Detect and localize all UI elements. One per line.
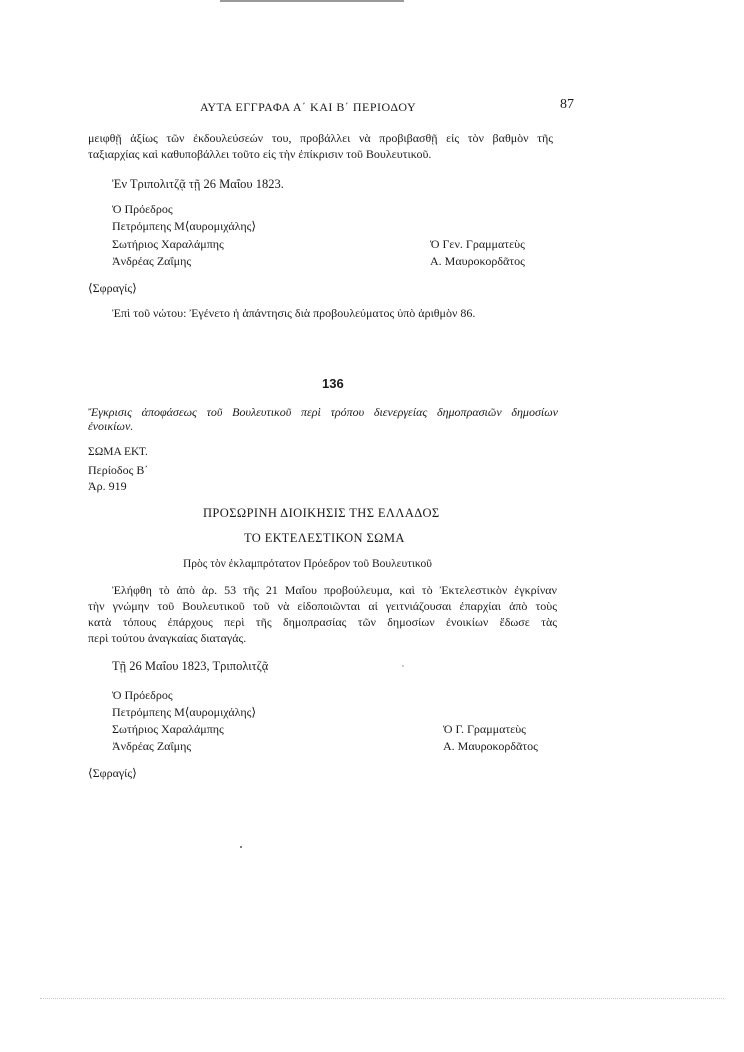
doc-member-2: Ἀνδρέας Ζαΐμης (112, 739, 192, 753)
prev-secretary-title: Ὁ Γεν. Γραμματεὺς (430, 237, 525, 251)
continuation-line-2: ταξιαρχίας καὶ καθυποβάλλει τοῦτο εἰς τὴν ἐπίκρισιν τοῦ Βουλευτικοῦ. (88, 147, 432, 161)
doc-president-name: Πετρόμπεης Μ⟨αυρομιχάλης⟩ (112, 705, 257, 719)
speck-mark (240, 846, 242, 848)
doc-addressee: Πρὸς τὸν ἐκλαμπρότατον Πρόεδρον τοῦ Βουλευτικοῦ (183, 558, 432, 570)
doc-seal: ⟨Σφραγίς⟩ (88, 766, 137, 780)
doc-date-place: Τῇ 26 Μαΐου 1823, Τριπολιτζᾷ (112, 659, 269, 673)
scan-artifact-top-mark (396, 0, 404, 2)
document-number: 136 (322, 376, 344, 391)
prev-president-title: Ὁ Πρόεδρος (112, 202, 173, 216)
doc-secretary-name: Α. Μαυροκορδᾶτος (443, 739, 538, 753)
doc-body-line-4: περὶ τούτου ἀναγκαίας διαταγάς. (88, 631, 247, 645)
prev-place-date: Ἐν Τριπολιτζᾷ τῇ 26 Μαΐου 1823. (112, 177, 284, 191)
prev-secretary-name: Α. Μαυροκορδᾶτος (430, 254, 525, 268)
continuation-line-1: μειφθῇ ἀξίως τῶν ἐκδουλεύσεών του, προβάλλει νὰ προβιβασθῇ εἰς τὸν βαθμὸν τῆς (88, 131, 553, 145)
doc-summary-line-2: ἐνοικίων. (88, 419, 134, 433)
doc-secretary-title: Ὁ Γ. Γραμματεὺς (443, 722, 526, 736)
doc-body-line-1: Ἐλήφθη τὸ ἀπὸ ἀρ. 53 τῆς 21 Μαΐου προβούλευμα, καὶ τὸ Ἐκτελεστικὸν ἐγκρίναν (112, 583, 557, 597)
archive-ref-line-3: Ἀρ. 919 (88, 479, 127, 493)
doc-summary-line-1: Ἔγκρισις ἀποφάσεως τοῦ Βουλευτικοῦ περὶ τρόπου διενεργείας δημοπρασιῶν δημοσίων (88, 405, 558, 419)
doc-body-line-2: τὴν γνώμην τοῦ Βουλευτικοῦ τοῦ νὰ εἰδοποιῶνται αἱ γειτνιάζουσαι ἐπαρχίαι ἀπὸ τοὺς (88, 599, 557, 613)
prev-member-2: Ἀνδρέας Ζαΐμης (112, 254, 192, 268)
doc-member-1: Σωτήριος Χαραλάμπης (112, 722, 224, 736)
doc-heading-1: ΠΡΟΣΩΡΙΝΗ ΔΙΟΙΚΗΣΙΣ ΤΗΣ ΕΛΛΑΔΟΣ (203, 506, 440, 520)
archive-ref-line-2: Περίοδος Β΄ (88, 463, 149, 477)
scan-artifact-top (220, 0, 400, 2)
archive-ref-line-1: ΣΩΜΑ ΕΚΤ. (88, 446, 148, 458)
scan-artifact-bottom (40, 998, 724, 1000)
page-number: 87 (560, 97, 574, 112)
doc-president-title: Ὁ Πρόεδρος (112, 688, 173, 702)
doc-body-line-3: κατὰ τόπους ἐπάρχους περὶ τῆς δημοπρασίας τῶν δημοσίων ἐνοικίων ἔδωσε τὰς (88, 615, 557, 629)
running-header: ΑΥΤΑ ΕΓΓΡΑΦΑ Α΄ ΚΑΙ Β΄ ΠΕΡΙΟΔΟΥ (200, 100, 417, 114)
prev-member-1: Σωτήριος Χαραλάμπης (112, 237, 224, 251)
prev-president-name: Πετρόμπεης Μ⟨αυρομιχάλης⟩ (112, 219, 257, 233)
doc-heading-2: ΤΟ ΕΚΤΕΛΕΣΤΙΚΟΝ ΣΩΜΑ (244, 531, 405, 545)
speck-mark (402, 665, 404, 667)
prev-seal: ⟨Σφραγίς⟩ (88, 281, 137, 295)
prev-verso-note: Ἐπὶ τοῦ νώτου: Ἐγένετο ἡ ἀπάντησις διὰ προβουλεύματος ὑπὸ ἀριθμὸν 86. (112, 306, 476, 320)
